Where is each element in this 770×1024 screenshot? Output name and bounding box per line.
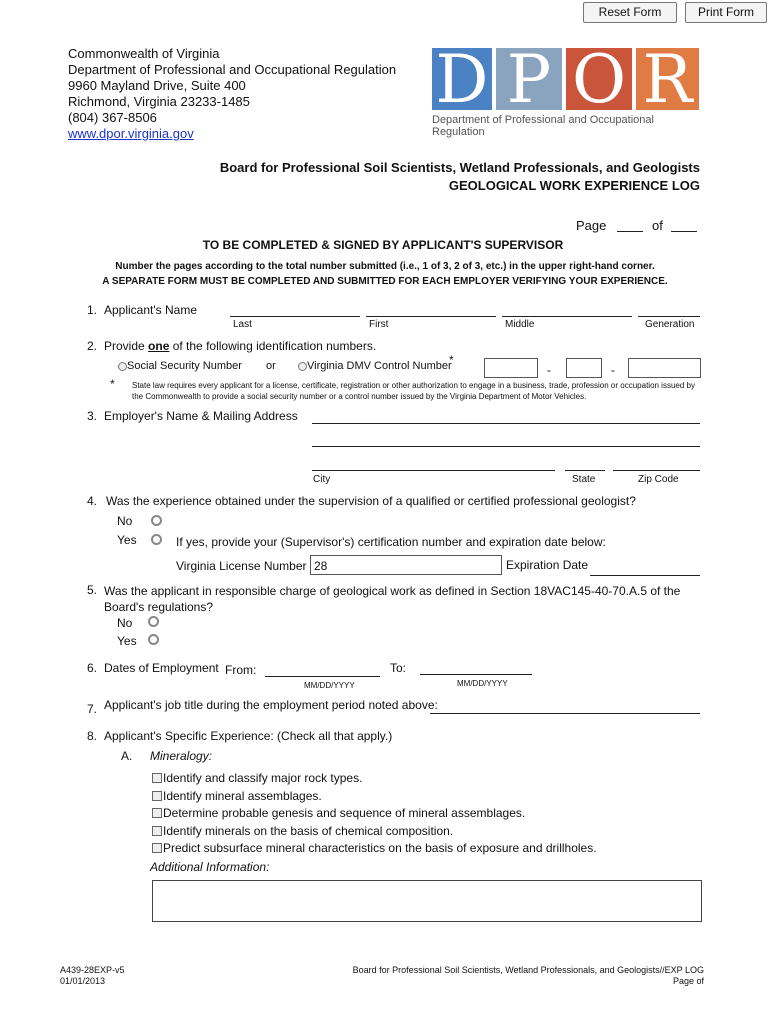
id-dash-2: - xyxy=(611,363,615,377)
section-a-letter: A. xyxy=(121,749,133,763)
board-title: Board for Professional Soil Scientists, Wetland Professionals, and Geologists xyxy=(219,160,700,175)
expiration-date-label: Expiration Date xyxy=(506,558,589,572)
first-name-field[interactable] xyxy=(366,316,496,317)
agency-line-4: Richmond, Virginia 23233-1485 xyxy=(68,94,250,109)
agency-phone: (804) 367-8506 xyxy=(68,110,157,125)
employer-name-field[interactable] xyxy=(312,423,700,424)
dmv-label: Virginia DMV Control Number xyxy=(307,360,452,372)
middle-label: Middle xyxy=(505,319,535,330)
checklist-item[interactable]: Determine probable genesis and sequence of mineral assemblages. xyxy=(152,805,597,823)
generation-field[interactable] xyxy=(638,316,700,317)
q8-number: 8. xyxy=(87,729,98,743)
q5-number: 5. xyxy=(87,583,98,597)
ssn-option[interactable] xyxy=(118,360,242,372)
q6-number: 6. xyxy=(87,661,98,675)
id-part-2-field[interactable] xyxy=(566,358,602,378)
city-field[interactable] xyxy=(312,470,555,471)
employer-label: Employer's Name & Mailing Address xyxy=(104,409,298,423)
ssn-law-note: State law requires every applicant for a license, certificate, registration or other authorization to engage in a business, trade, profession or occupation issued by the Commonwealth to provide a social security number or a control number issued by the Virginia Department of Motor Vehicles. xyxy=(132,381,695,401)
note-asterisk: * xyxy=(110,377,115,391)
dmv-option[interactable] xyxy=(298,360,452,372)
logo-letter-o: O xyxy=(566,48,632,110)
zip-label: Zip Code xyxy=(638,474,679,485)
ssn-radio[interactable] xyxy=(118,362,127,371)
last-label: Last xyxy=(233,319,252,330)
supervision-question: Was the experience obtained under the supervision of a qualified or certified professional geologist? xyxy=(106,494,636,508)
q4-yes-radio[interactable] xyxy=(151,534,162,545)
logo-letter-p: P xyxy=(496,48,562,110)
agency-line-3: 9960 Mayland Drive, Suite 400 xyxy=(68,78,246,93)
to-date-field[interactable] xyxy=(420,674,532,675)
city-label: City xyxy=(313,474,331,485)
q3-number: 3. xyxy=(87,409,98,423)
dmv-radio[interactable] xyxy=(298,362,307,371)
checkbox[interactable] xyxy=(152,843,162,853)
checklist-item[interactable]: Predict subsurface mineral characteristics on the basis of exposure and drillholes. xyxy=(152,840,597,858)
checkbox[interactable] xyxy=(152,826,162,836)
agency-address xyxy=(68,46,396,142)
form-title: GEOLOGICAL WORK EXPERIENCE LOG xyxy=(448,178,700,193)
q5-no-radio[interactable] xyxy=(148,616,159,627)
q4-no-radio[interactable] xyxy=(151,515,162,526)
from-label: From: xyxy=(225,663,257,677)
checklist-item[interactable]: Identify mineral assemblages. xyxy=(152,788,597,806)
last-name-field[interactable] xyxy=(230,316,360,317)
agency-line-1: Commonwealth of Virginia xyxy=(68,46,220,61)
ssn-label: Social Security Number xyxy=(127,360,242,372)
from-date-field[interactable] xyxy=(265,676,380,677)
state-label: State xyxy=(572,474,596,485)
asterisk-marker: * xyxy=(449,353,454,367)
state-field[interactable] xyxy=(565,470,605,471)
q5-no-label: No xyxy=(117,616,133,630)
id-numbers-label: Provide one of the following identification numbers. xyxy=(104,339,377,353)
q4-yes-label: Yes xyxy=(117,533,137,547)
logo-caption: Department of Professional and Occupational Regulation xyxy=(432,114,654,138)
from-date-format: MM/DD/YYYY xyxy=(304,681,355,690)
q4-no-label: No xyxy=(117,514,133,528)
logo-letter-d: D xyxy=(432,48,492,110)
additional-information-label: Additional Information: xyxy=(150,860,270,874)
id-dash-1: - xyxy=(547,363,551,377)
q5-yes-label: Yes xyxy=(117,634,137,648)
numbering-instruction: Number the pages according to the total number submitted (i.e., 1 of 3, 2 of 3, etc.) in the upper right-hand corner. xyxy=(115,261,655,272)
generation-label: Generation xyxy=(645,319,695,330)
checkbox[interactable] xyxy=(152,773,162,783)
q4-number: 4. xyxy=(87,494,98,508)
of-label: of xyxy=(652,218,663,233)
job-title-label: Applicant's job title during the employment period noted above: xyxy=(104,698,438,712)
additional-information-field[interactable] xyxy=(152,880,702,922)
employer-address-field[interactable] xyxy=(312,446,700,447)
reset-form-button[interactable]: Reset Form xyxy=(583,2,677,23)
or-label: or xyxy=(266,360,276,372)
mineralogy-heading: Mineralogy: xyxy=(150,749,213,763)
middle-name-field[interactable] xyxy=(502,316,632,317)
checklist-item[interactable]: Identify and classify major rock types. xyxy=(152,770,597,788)
dates-of-employment-label: Dates of Employment xyxy=(104,661,219,675)
specific-experience-label: Applicant's Specific Experience: (Check all that apply.) xyxy=(104,729,393,743)
q7-number: 7. xyxy=(87,702,98,716)
license-number-label: Virginia License Number xyxy=(176,559,307,573)
form-code: A439-28EXP-v5 xyxy=(60,965,125,975)
footer-board: Board for Professional Soil Scientists, Wetland Professionals, and Geologists//EXP LOG xyxy=(352,965,704,975)
agency-line-2: Department of Professional and Occupational Regulation xyxy=(68,62,397,77)
responsible-charge-question: Was the applicant in responsible charge of geological work as defined in Section 18VAC145-40-70.A.5 of the Board's regulations? xyxy=(104,584,681,614)
applicant-name-label: Applicant's Name xyxy=(104,303,197,317)
separate-form-instruction: A SEPARATE FORM MUST BE COMPLETED AND SUBMITTED FOR EACH EMPLOYER VERIFYING YOUR EXPERIENCE. xyxy=(102,276,668,287)
mineralogy-checklist xyxy=(152,770,597,858)
q1-number: 1. xyxy=(87,303,98,317)
license-number-field[interactable]: 28 xyxy=(310,555,502,575)
zip-field[interactable] xyxy=(613,470,700,471)
checklist-item[interactable]: Identify minerals on the basis of chemical composition. xyxy=(152,823,597,841)
first-label: First xyxy=(369,319,389,330)
if-yes-instruction: If yes, provide your (Supervisor's) certification number and expiration date below: xyxy=(176,535,606,549)
print-form-button[interactable]: Print Form xyxy=(685,2,767,23)
page-total-field[interactable] xyxy=(671,231,697,232)
to-date-format: MM/DD/YYYY xyxy=(457,679,508,688)
checkbox[interactable] xyxy=(152,808,162,818)
expiration-date-field[interactable] xyxy=(590,575,700,576)
logo-letter-r: R xyxy=(636,48,699,110)
form-date: 01/01/2013 xyxy=(60,976,106,986)
id-part-3-field[interactable] xyxy=(628,358,701,378)
q2-number: 2. xyxy=(87,339,98,353)
checkbox[interactable] xyxy=(152,791,162,801)
job-title-field[interactable] xyxy=(430,713,700,714)
footer-page: Page of xyxy=(672,976,704,986)
supervisor-instruction: TO BE COMPLETED & SIGNED BY APPLICANT'S SUPERVISOR xyxy=(202,238,564,252)
page-label: Page xyxy=(576,218,607,233)
agency-website-link[interactable]: www.dpor.virginia.gov xyxy=(68,126,194,141)
to-label: To: xyxy=(390,661,407,675)
q5-yes-radio[interactable] xyxy=(148,634,159,645)
page-number-field[interactable] xyxy=(617,231,643,232)
id-part-1-field[interactable] xyxy=(484,358,538,378)
